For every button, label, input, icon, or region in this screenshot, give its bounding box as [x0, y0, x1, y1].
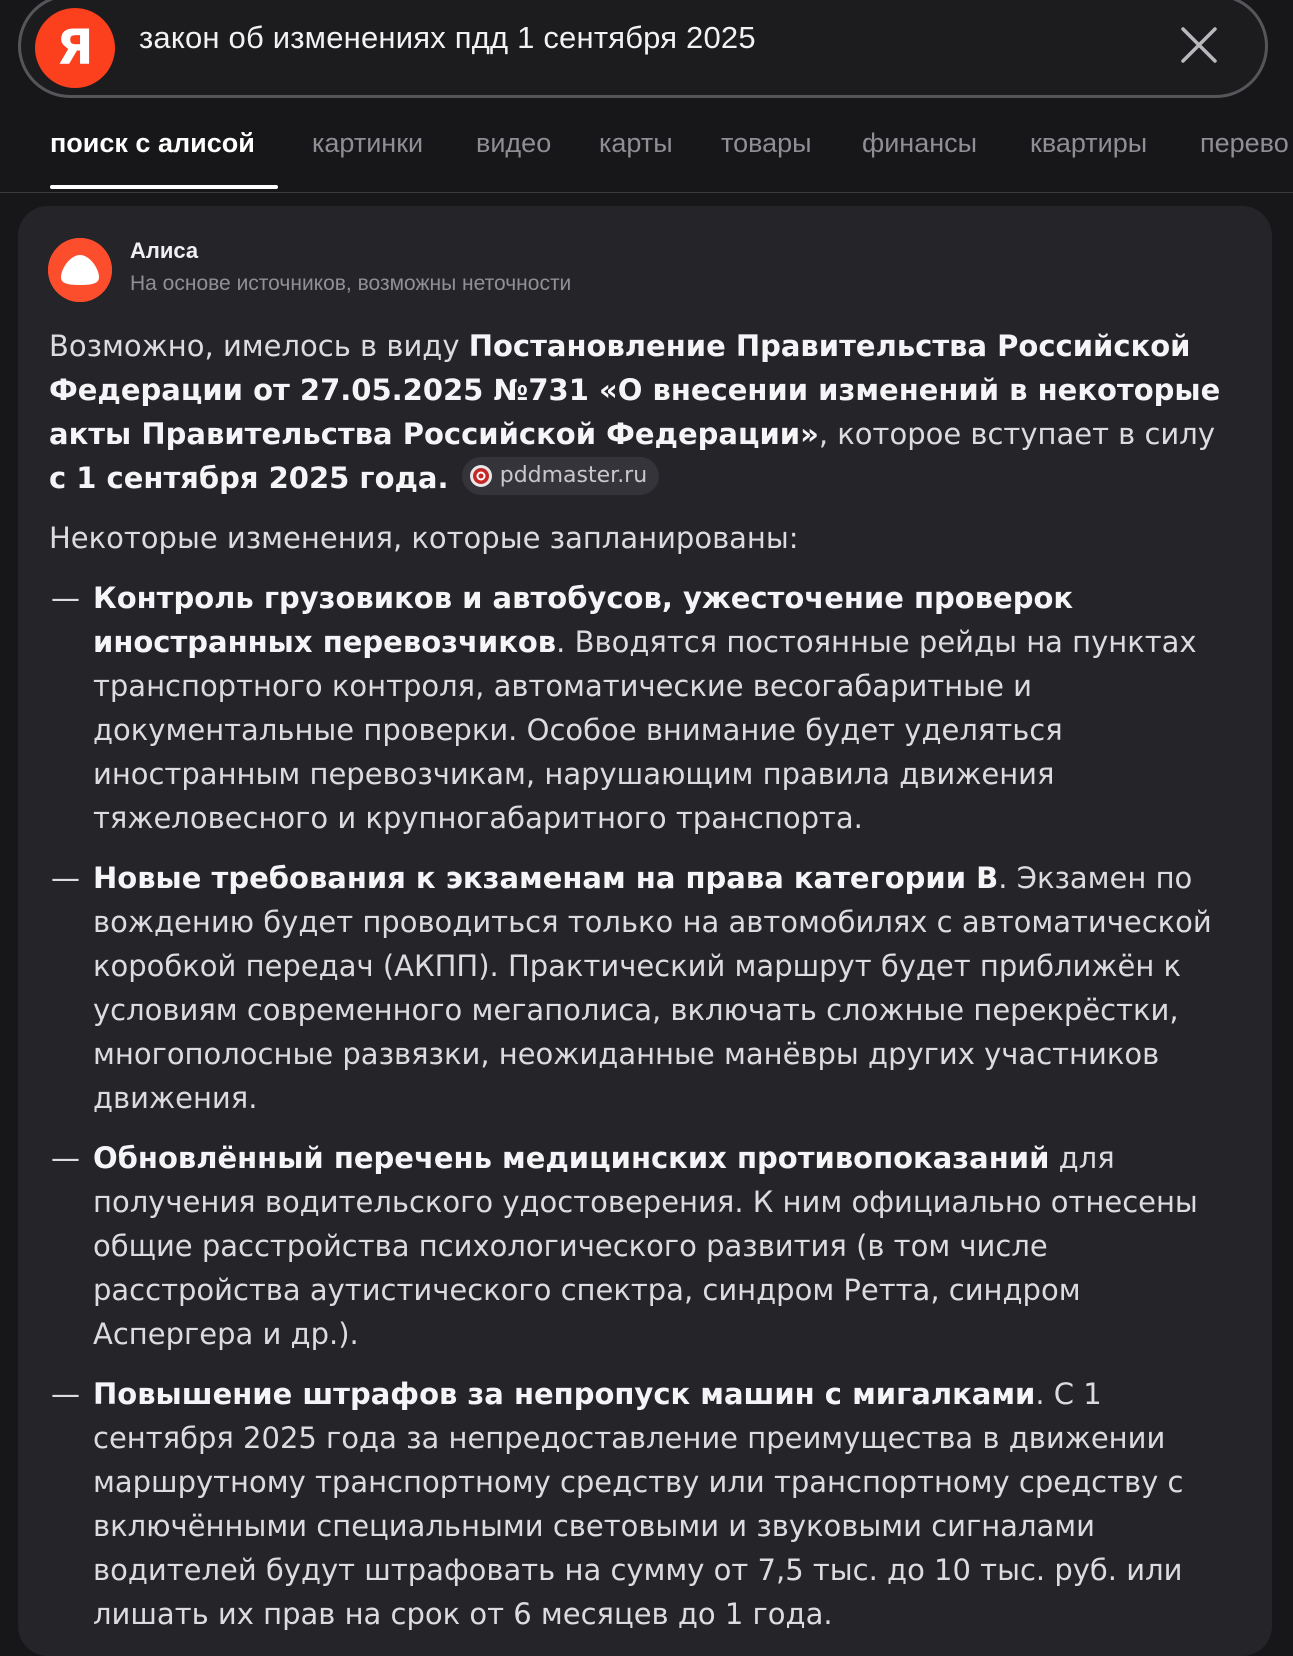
answer-disclaimer: На основе источников, возможны неточности: [130, 272, 572, 295]
pddmaster-favicon-icon: [470, 465, 492, 487]
dash-bullet: —: [51, 1141, 80, 1175]
source-label: pddmaster.ru: [499, 463, 648, 488]
changes-list: [49, 576, 1239, 1636]
answer-intro: Возможно, имелось в виду Постановление Правительства Российской Федерации от 27.05.2025 №731 «О внесении изменений в некоторые акты Правительства Российской Федерации», которое вступает в силу с 1 сентября 2025 года. pddmaster.ru: [49, 324, 1239, 500]
alice-avatar-icon: [48, 238, 112, 302]
answer-author: Алиса: [130, 238, 199, 263]
tab-products[interactable]: товары: [721, 128, 812, 158]
list-item: — Контроль грузовиков и автобусов, ужесточение проверок иностранных перевозчиков. Вводятся постоянные рейды на пунктах транспортного контроля, автоматические весогабаритные и документальные проверки. Особое внимание будет уделяться иностранным перевозчикам, нарушающим правила движения тяжеловесного и крупногабаритного транспорта.: [49, 576, 1239, 840]
search-tabs: [0, 120, 1293, 193]
alice-answer-card: [18, 206, 1272, 1656]
tab-maps[interactable]: карты: [599, 128, 673, 158]
list-item: — Повышение штрафов за непропуск машин с мигалками. С 1 сентября 2025 года за непредоставление преимущества в движении маршрутному транспортному средству или транспортному средству с включёнными специальными световыми и звуковыми сигналами водителей будут штрафовать на сумму от 7,5 тыс. до 10 тыс. руб. или лишать их прав на срок от 6 месяцев до 1 года.: [49, 1372, 1239, 1636]
close-icon[interactable]: [1177, 23, 1221, 67]
tab-translate[interactable]: перево: [1200, 128, 1289, 158]
dash-bullet: —: [51, 1377, 80, 1411]
tab-apartments[interactable]: квартиры: [1030, 128, 1148, 158]
list-item: — Новые требования к экзаменам на права категории B. Экзамен по вождению будет проводиться только на автомобилях с автоматической коробкой передач (АКПП). Практический маршрут будет приближён к условиям современного мегаполиса, включать сложные перекрёстки, многополосные развязки, неожиданные манёвры других участников движения.: [49, 856, 1239, 1120]
tab-alice-search[interactable]: поиск с алисой: [50, 128, 255, 158]
tab-images[interactable]: картинки: [312, 128, 424, 158]
tab-video[interactable]: видео: [476, 128, 552, 158]
active-tab-indicator: [50, 185, 278, 189]
search-bar[interactable]: [18, 0, 1268, 98]
decree-title: Постановление Правительства Российской Федерации от 27.05.2025 №731 «О внесении изменений в некоторые акты Правительства Российской Федерации»: [49, 329, 1221, 451]
list-item: — Обновлённый перечень медицинских противопоказаний для получения водительского удостоверения. К ним официально отнесены общие расстройства психологического развития (в том числе расстройства аутистического спектра, синдром Ретта, синдром Аспергера и др.).: [49, 1136, 1239, 1356]
answer-body: [49, 324, 1239, 1652]
source-link-pddmaster[interactable]: [462, 457, 659, 495]
yandex-logo[interactable]: Я: [35, 8, 115, 88]
tab-finance[interactable]: финансы: [862, 128, 978, 158]
dash-bullet: —: [51, 861, 80, 895]
search-input[interactable]: закон об изменениях пдд 1 сентября 2025: [139, 20, 756, 55]
effective-date: с 1 сентября 2025 года.: [49, 461, 449, 495]
dash-bullet: —: [51, 581, 80, 615]
answer-lead: Некоторые изменения, которые запланированы:: [49, 521, 799, 555]
